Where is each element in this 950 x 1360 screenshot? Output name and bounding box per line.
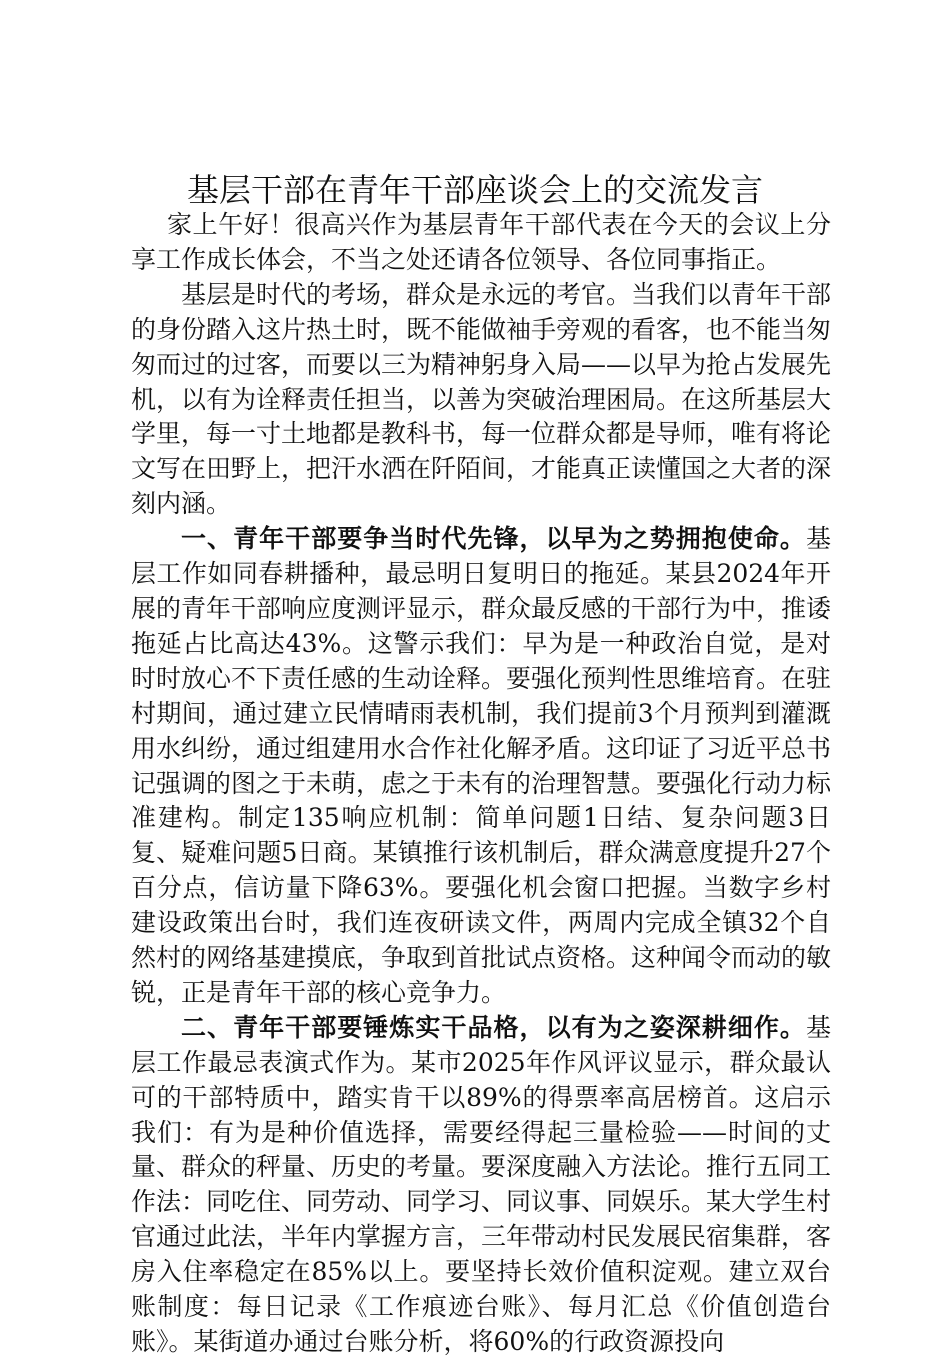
paragraph-text: 基层工作如同春耕播种，最忌明日复明日的拖延。某县2024年开展的青年干部响应度测评显示，群众最反感的干部行为中，推诿拖延占比高达43%。这警示我们：早为是一种政治自觉，是对时时放心不下责任感的生动诠释。要强化预判性思维培育。在驻村期间，通过建立民情晴雨表机制，我们提前3个月预判到灌溉用水纠纷，通过组建用水合作社化解矛盾。这印证了习近平总书记强调的图之于未萌，虑之于未有的治理智慧。要强化行动力标准建构。制定135响应机制：简单问题1日结、复杂问题3日复、疑难问题5日商。某镇推行该机制后，群众满意度提升27个百分点，信访量下降63%。要强化机会窗口把握。当数字乡村建设政策出台时，我们连夜研读文件，两周内完成全镇32个自然村的网络基建摸底，争取到首批试点资格。这种闻令而动的敏锐，正是青年干部的核心竞争力。 [131,524,832,1007]
section-one-paragraph [131,522,831,1011]
document-title: 基层干部在青年干部座谈会上的交流发言 [186,171,763,209]
paragraph-text: 基层工作最忌表演式作为。某市2025年作风评议显示，群众最认可的干部特质中，踏实肯干以89%的得票率高居榜首。这启示我们：有为是种价值选择，需要经得起三量检验——时间的丈量、群众的秤量、历史的考量。要深度融入方法论。推行五同工作法：同吃住、同劳动、同学习、同议事、同娱乐。某大学生村官通过此法，半年内掌握方言，三年带动村民发展民宿集群，客房入住率稳定在85%以上。要坚持长效价值积淀观。建立双台账制度：每日记录《工作痕迹台账》、每月汇总《价值创造台账》。某街道办通过台账分析，将60%的行政资源投向 [131,1012,832,1356]
opening-paragraph [131,208,831,278]
paragraph-text: 家上午好！很高兴作为基层青年干部代表在今天的会议上分享工作成长体会，不当之处还请各位领导、各位同事指正。 [131,210,831,274]
document-body [131,208,831,1360]
section-heading: 二、青年干部要锤炼实干品格，以有为之姿深耕细作。 [181,1012,806,1042]
section-two-paragraph [131,1011,831,1360]
intro-paragraph [131,278,831,522]
paragraph-text: 基层是时代的考场，群众是永远的考官。当我们以青年干部的身份踏入这片热土时，既不能做袖手旁观的看客，也不能当匆匆而过的过客，而要以三为精神躬身入局——以早为抢占发展先机，以有为诠释责任担当，以善为突破治理困局。在这所基层大学里，每一寸土地都是教科书，每一位群众都是导师，唯有将论文写在田野上，把汗水洒在阡陌间，才能真正读懂国之大者的深刻内涵。 [131,279,832,519]
section-heading: 一、青年干部要争当时代先锋，以早为之势拥抱使命。 [181,524,806,554]
